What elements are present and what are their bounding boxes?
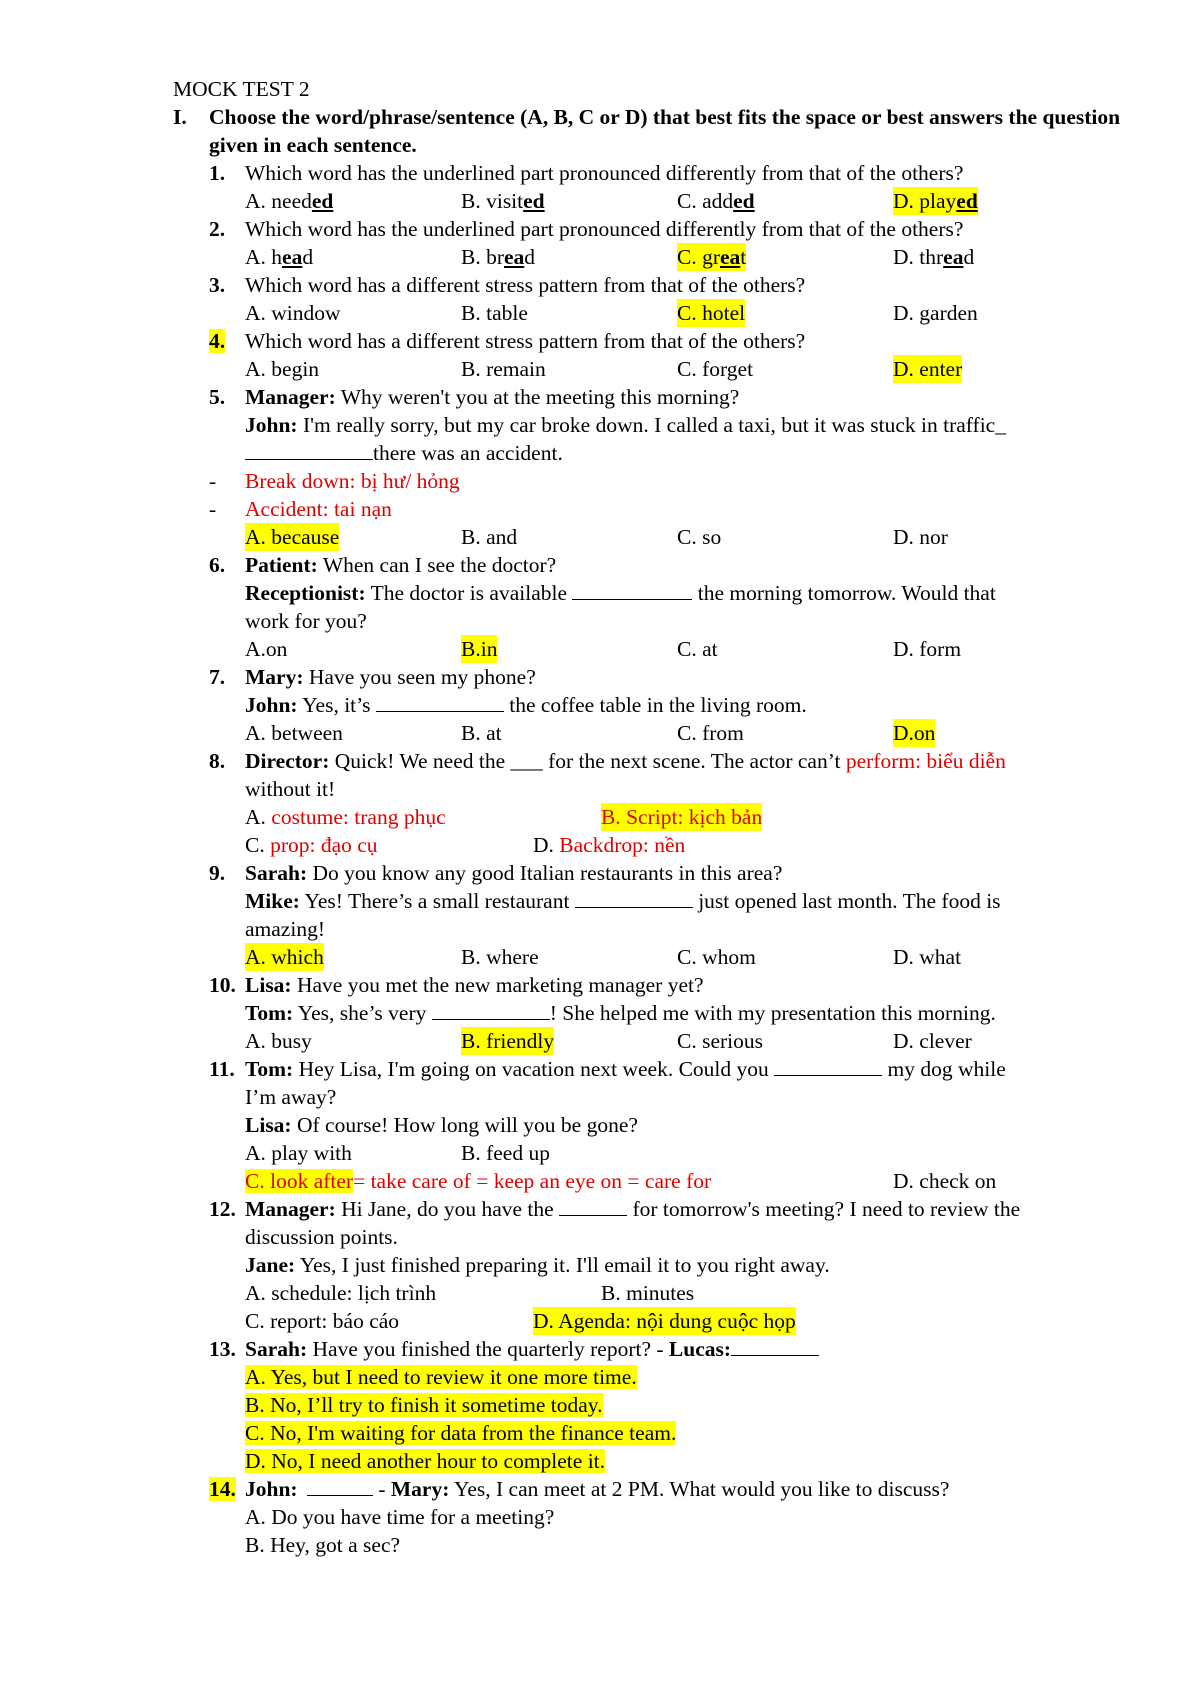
question-12-options-row-1 (245, 1279, 1133, 1307)
question-8 (209, 747, 1133, 803)
section-heading (173, 103, 1133, 159)
vocab-note-2: - Accident: tai nạn (209, 497, 392, 521)
question-1-options (245, 187, 1133, 215)
question-8-options-row-2 (245, 831, 1133, 859)
option-c[interactable]: C. whom (677, 945, 756, 969)
question-text: Which word has a different stress pattern from that of the others? (245, 329, 806, 353)
dialogue-line-1: Lisa: Have you met the new marketing manager yet? (245, 973, 704, 997)
option-a-highlighted[interactable]: A. Yes, but I need to review it one more time. (245, 1365, 637, 1389)
question-7-options (245, 719, 1133, 747)
question-11 (209, 1055, 1133, 1139)
option-c[interactable]: C. so (677, 525, 722, 549)
question-9-options (245, 943, 1133, 971)
option-a[interactable]: A. schedule: lịch trình (245, 1281, 437, 1305)
question-text: Which word has the underlined part pronounced differently from that of the others? (245, 217, 964, 241)
answer-blank[interactable] (307, 1475, 373, 1496)
option-d[interactable]: D. garden (893, 301, 978, 325)
option-a[interactable]: A. head (245, 245, 314, 269)
question-8-options-row-1 (245, 803, 1133, 831)
option-b-highlighted[interactable]: B. Script: kịch bản (601, 805, 763, 829)
option-c-highlighted[interactable]: C. hotel (677, 301, 746, 325)
dialogue-line-3: Lisa: Of course! How long will you be gone? (245, 1113, 638, 1137)
answer-blank[interactable] (774, 1055, 882, 1076)
option-c[interactable]: C. prop: đạo cụ (245, 833, 378, 857)
question-12 (209, 1195, 1133, 1279)
option-b[interactable]: B. remain (461, 357, 546, 381)
option-b[interactable]: B. table (461, 301, 528, 325)
vocab-note: perform: biểu diễn (845, 749, 1006, 773)
dialogue-line-3: Jane: Yes, I just finished preparing it. I'll email it to you right away. (245, 1253, 830, 1277)
question-4-options (245, 355, 1133, 383)
option-d[interactable]: D. Backdrop: nền (533, 833, 686, 857)
option-a[interactable]: A. Do you have time for a meeting? (245, 1505, 555, 1529)
question-number: 8. (209, 749, 226, 773)
option-d[interactable]: D. what (893, 945, 962, 969)
option-a-highlighted[interactable]: A. because (245, 525, 340, 549)
question-text: Which word has the underlined part pronounced differently from that of the others? (245, 161, 964, 185)
dialogue-line-2: John: I'm really sorry, but my car broke down. I called a taxi, but it was stuck in traffic_ (245, 413, 1006, 437)
option-a[interactable]: A. needed (245, 189, 334, 213)
answer-blank[interactable] (575, 887, 693, 908)
dialogue-line-3: amazing! (245, 917, 325, 941)
document-page (173, 75, 1133, 1559)
section-number: I. (173, 105, 187, 129)
option-b[interactable]: B. at (461, 721, 502, 745)
answer-blank[interactable] (432, 999, 550, 1020)
dialogue-line-1: Sarah: Do you know any good Italian restaurants in this area? (245, 861, 783, 885)
option-c[interactable]: C. from (677, 721, 744, 745)
dialogue-line-3: there was an accident. (245, 439, 1133, 467)
dialogue-line-2: Tom: Yes, she’s very ! She helped me with my presentation this morning. (245, 1001, 996, 1025)
option-a[interactable]: A. window (245, 301, 341, 325)
dialogue-line-1: Manager: Why weren't you at the meeting this morning? (245, 385, 740, 409)
question-number: 12. (209, 1197, 236, 1221)
answer-blank[interactable] (245, 439, 373, 460)
question-number: 5. (209, 385, 226, 409)
question-number-highlighted: 4. (209, 329, 226, 353)
option-b[interactable]: B. where (461, 945, 539, 969)
option-c[interactable]: C. report: báo cáo (245, 1309, 400, 1333)
dialogue-line-3: work for you? (245, 609, 367, 633)
option-a[interactable]: A. between (245, 721, 343, 745)
question-number: 2. (209, 217, 226, 241)
question-11-options-row-1 (245, 1139, 1133, 1167)
question-number: 6. (209, 553, 226, 577)
option-d[interactable]: D. thread (893, 245, 975, 269)
question-number: 13. (209, 1337, 236, 1361)
question-number: 3. (209, 273, 226, 297)
answer-blank[interactable] (572, 579, 692, 600)
option-b-highlighted[interactable]: B. No, I’ll try to finish it sometime today. (245, 1393, 603, 1417)
option-b[interactable]: B. feed up (461, 1141, 550, 1165)
option-d[interactable]: D. nor (893, 525, 948, 549)
speaker: John: (245, 413, 298, 437)
option-b[interactable]: B. and (461, 525, 518, 549)
dialogue-line-2: Receptionist: The doctor is available the morning tomorrow. Would that (245, 581, 996, 605)
page-title: MOCK TEST 2 (173, 77, 310, 101)
option-c-highlighted[interactable]: C. No, I'm waiting for data from the finance team. (245, 1421, 677, 1445)
question-text: Which word has a different stress pattern from that of the others? (245, 273, 806, 297)
option-b-highlighted[interactable]: B.in (461, 637, 498, 661)
question-4 (209, 327, 1133, 355)
answer-blank[interactable] (731, 1335, 819, 1356)
dialogue-line-1: John: - Mary: Yes, I can meet at 2 PM. What would you like to discuss? (245, 1477, 950, 1501)
dialogue-line-2: discussion points. (245, 1225, 398, 1249)
question-14 (209, 1475, 1133, 1503)
question-number: 11. (209, 1057, 235, 1081)
dialogue-line-1: Manager: Hi Jane, do you have the for tomorrow's meeting? I need to review the (245, 1197, 1021, 1221)
question-5 (209, 383, 1133, 467)
dialogue-line-1: Tom: Hey Lisa, I'm going on vacation next week. Could you my dog while (245, 1057, 1006, 1081)
answer-blank[interactable] (376, 691, 504, 712)
option-a[interactable]: A.on (245, 637, 288, 661)
option-a[interactable]: A. costume: trang phục (245, 805, 446, 829)
option-b[interactable]: B. bread (461, 245, 536, 269)
option-c-highlighted[interactable]: C. look after= take care of = keep an eye on = care for (245, 1169, 712, 1193)
option-c[interactable]: C. added (677, 189, 755, 213)
option-d-highlighted[interactable]: D.on (893, 721, 936, 745)
answer-blank[interactable] (559, 1195, 627, 1216)
question-13-options (245, 1363, 1133, 1475)
option-d[interactable]: D. clever (893, 1029, 972, 1053)
option-d-highlighted[interactable]: D. played (893, 189, 978, 213)
option-b-highlighted[interactable]: B. friendly (461, 1029, 555, 1053)
option-a[interactable]: A. play with (245, 1141, 352, 1165)
dialogue-line-2: I’m away? (245, 1085, 337, 1109)
section-instructions: Choose the word/phrase/sentence (A, B, C or D) that best fits the space or best answers the question given in each sentence. (209, 105, 1121, 157)
option-b[interactable]: B. visited (461, 189, 545, 213)
question-12-options-row-2 (245, 1307, 1133, 1335)
question-number: 10. (209, 973, 236, 997)
option-d-highlighted[interactable]: D. Agenda: nội dung cuộc họp (533, 1309, 796, 1333)
option-d-highlighted[interactable]: D. No, I need another hour to complete it. (245, 1449, 606, 1473)
option-a[interactable]: A. begin (245, 357, 320, 381)
option-d[interactable]: D. form (893, 637, 962, 661)
option-b[interactable]: B. Hey, got a sec? (245, 1533, 401, 1557)
dialogue-line-2: John: Yes, it’s the coffee table in the living room. (245, 693, 807, 717)
question-number: 1. (209, 161, 226, 185)
option-c-highlighted[interactable]: C. great (677, 245, 747, 269)
question-2 (209, 215, 1133, 243)
option-d-highlighted[interactable]: D. enter (893, 357, 963, 381)
question-number-highlighted: 14. (209, 1477, 236, 1501)
dialogue-line-2: Mike: Yes! There’s a small restaurant just opened last month. The food is (245, 889, 1001, 913)
option-a-highlighted[interactable]: A. which (245, 945, 324, 969)
question-number: 7. (209, 665, 226, 689)
question-5-options (245, 523, 1133, 551)
option-a[interactable]: A. busy (245, 1029, 312, 1053)
dialogue-line-1: Director: Quick! We need the ___ for the next scene. The actor can’t perform: biểu diễn (245, 749, 1006, 773)
question-6-options (245, 635, 1133, 663)
question-14-options (245, 1503, 1133, 1559)
question-7 (209, 663, 1133, 719)
question-1 (209, 159, 1133, 187)
question-3-options (245, 299, 1133, 327)
vocab-note-1: - Break down: bị hư/ hỏng (209, 469, 460, 493)
dialogue-line-1: Patient: When can I see the doctor? (245, 553, 557, 577)
question-11-options-row-2 (245, 1167, 1133, 1195)
question-9 (209, 859, 1133, 943)
option-c[interactable]: C. serious (677, 1029, 763, 1053)
question-3 (209, 271, 1133, 299)
question-2-options (245, 243, 1133, 271)
dialogue-line-1: Mary: Have you seen my phone? (245, 665, 536, 689)
option-c[interactable]: C. forget (677, 357, 754, 381)
question-6 (209, 551, 1133, 635)
option-d[interactable]: D. check on (893, 1169, 997, 1193)
question-10 (209, 971, 1133, 1027)
question-10-options (245, 1027, 1133, 1055)
dialogue-line-1: Sarah: Have you finished the quarterly report? - Lucas: (245, 1335, 1133, 1363)
question-number: 9. (209, 861, 226, 885)
dialogue-line-2: without it! (245, 777, 336, 801)
question-13 (209, 1335, 1133, 1363)
option-b[interactable]: B. minutes (601, 1281, 695, 1305)
speaker: Manager: (245, 385, 336, 409)
option-c[interactable]: C. at (677, 637, 718, 661)
